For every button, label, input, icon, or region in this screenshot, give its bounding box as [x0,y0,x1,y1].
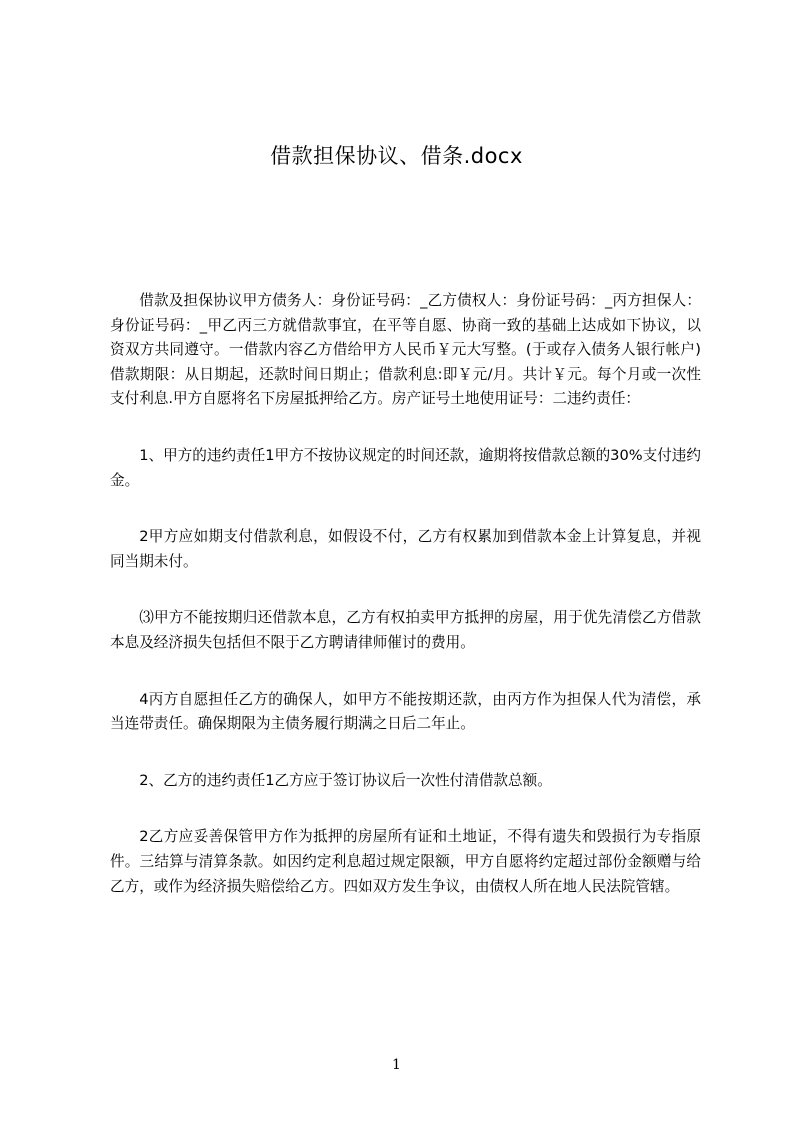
paragraph-interest: 2甲方应如期支付借款利息，如假设不付，乙方有权累加到借款本金上计算复息，并视同当期未付。 [110,528,701,570]
paragraph-guarantor: 4丙方自愿担任乙方的确保人，如甲方不能按期还款，由丙方作为担保人代为清偿，承当连带责任。确保期限为主债务履行期满之日后二年止。 [110,690,701,733]
paragraph-party-b-breach: 2、乙方的违约责任1乙方应于签订协议后一次性付清借款总额。 [139,771,552,789]
paragraph-party-a-breach: 1、甲方的违约责任1甲方不按协议规定的时间还款，逾期将按借款总额的30%支付违约金。 [110,446,701,489]
paragraph-intro: 借款及担保协议甲方债务人：身份证号码：_乙方债权人：身份证号码：_丙方担保人：身份证号码：_甲乙丙三方就借款事宜，在平等自愿、协商一致的基础上达成如下协议，以资双方共同遵守。一借款内容乙方借给甲方人民币￥元大写整。(于或存入债务人银行帐户)借款期限：从日期起，还款时间日期止；借款利息:即￥元/月。共计￥元。每个月或一次性支付利息.甲方自愿将名下房屋抵押给乙方。房产证号土地使用证号：二违约责任： [110,292,701,408]
paragraph-settlement: 2乙方应妥善保管甲方作为抵押的房屋所有证和土地证，不得有遗失和毁损行为专指原件。三结算与清算条款。如因约定利息超过规定限额，甲方自愿将约定超过部份金额赠与给乙方，或作为经济损失赔偿给乙方。四如双方发生争议，由债权人所在地人民法院管辖。 [110,828,701,895]
paragraph-auction: ⑶甲方不能按期归还借款本息，乙方有权拍卖甲方抵押的房屋，用于优先清偿乙方借款本息及经济损失包括但不限于乙方聘请律师催讨的费用。 [110,609,701,651]
page-title: 借款担保协议、借条.docx [270,144,523,168]
page-number: 1 [392,1057,401,1073]
document-body [110,289,701,899]
